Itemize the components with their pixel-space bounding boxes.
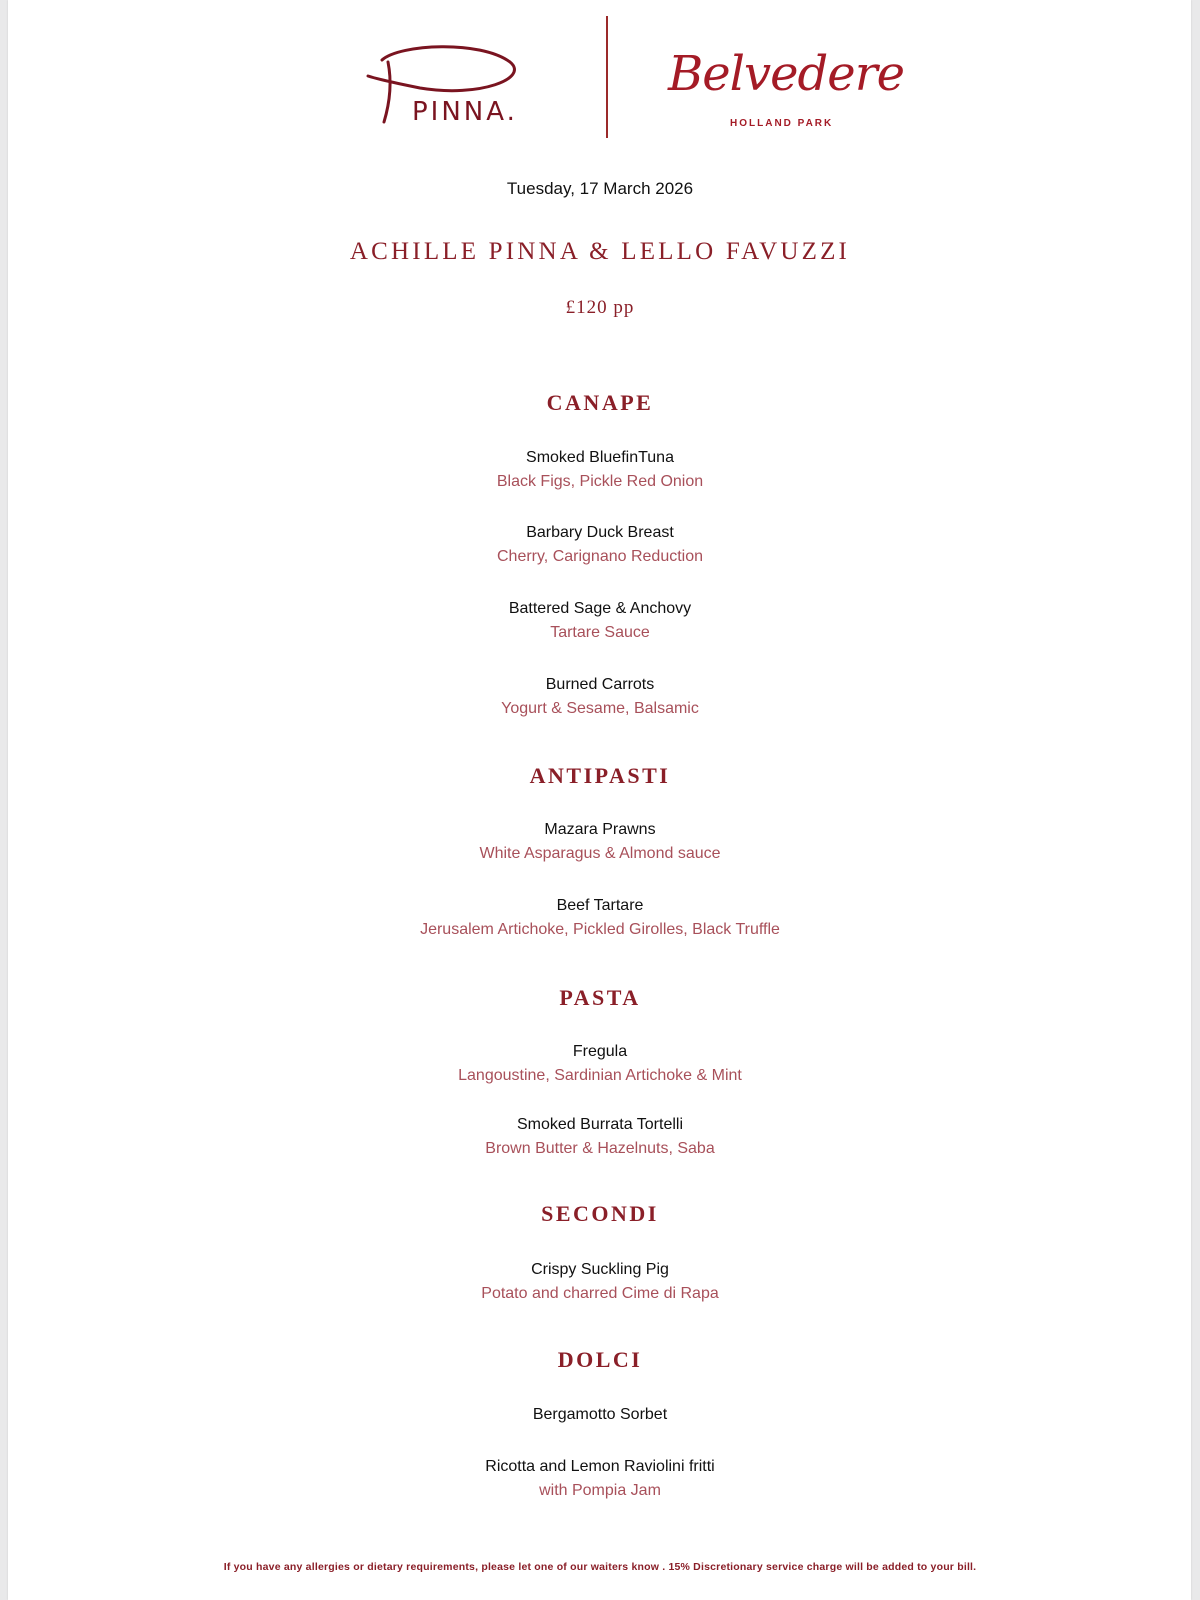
- section-heading-pasta: PASTA: [559, 985, 641, 1010]
- pinna-logo: [360, 32, 560, 132]
- dish-description: with Pompia Jam: [539, 1482, 661, 1499]
- dish-description: Tartare Sauce: [550, 624, 650, 641]
- footer-note: If you have any allergies or dietary requirements, please let one of our waiters know . 15% Discretionary service charge will be added to your bill.: [223, 1561, 977, 1573]
- section-heading-antipasti: ANTIPASTI: [529, 763, 671, 788]
- section-heading-dolci: DOLCI: [557, 1347, 643, 1372]
- dish-name: Smoked BluefinTuna: [526, 449, 674, 466]
- dish-name: Crispy Suckling Pig: [531, 1261, 669, 1278]
- dish-description: Langoustine, Sardinian Artichoke & Mint: [458, 1067, 742, 1084]
- dish-description: White Asparagus & Almond sauce: [479, 845, 721, 862]
- dish-name: Fregula: [572, 1043, 628, 1060]
- dish-description: Black Figs, Pickle Red Onion: [496, 473, 704, 490]
- belvedere-subtitle: HOLLAND PARK: [730, 118, 834, 129]
- dish-name: Ricotta and Lemon Raviolini fritti: [485, 1458, 715, 1475]
- pinna-logo-text: PINNA.: [412, 97, 518, 127]
- dish-description: Cherry, Carignano Reduction: [496, 548, 704, 565]
- menu-date: Tuesday, 17 March 2026: [506, 179, 694, 198]
- event-title: ACHILLE PINNA & LELLO FAVUZZI: [349, 238, 851, 265]
- dish-name: Bergamotto Sorbet: [532, 1406, 668, 1423]
- belvedere-logo: Belvedere: [668, 46, 905, 102]
- dish-name: Barbary Duck Breast: [526, 524, 674, 541]
- dish-description: Potato and charred Cime di Rapa: [481, 1285, 719, 1302]
- dish-name: Burned Carrots: [545, 676, 655, 693]
- dish-description: Yogurt & Sesame, Balsamic: [501, 700, 699, 717]
- section-heading-secondi: SECONDI: [541, 1201, 659, 1226]
- logo-divider: [606, 16, 608, 138]
- dish-description: Brown Butter & Hazelnuts, Saba: [485, 1140, 715, 1157]
- menu-price: £120 pp: [565, 297, 635, 318]
- dish-name: Battered Sage & Anchovy: [508, 600, 692, 617]
- dish-name: Smoked Burrata Tortelli: [517, 1116, 683, 1133]
- dish-description: Jerusalem Artichoke, Pickled Girolles, Black Truffle: [420, 921, 780, 938]
- dish-name: Mazara Prawns: [544, 821, 656, 838]
- dish-name: Beef Tartare: [556, 897, 644, 914]
- section-heading-canape: CANAPE: [546, 390, 654, 415]
